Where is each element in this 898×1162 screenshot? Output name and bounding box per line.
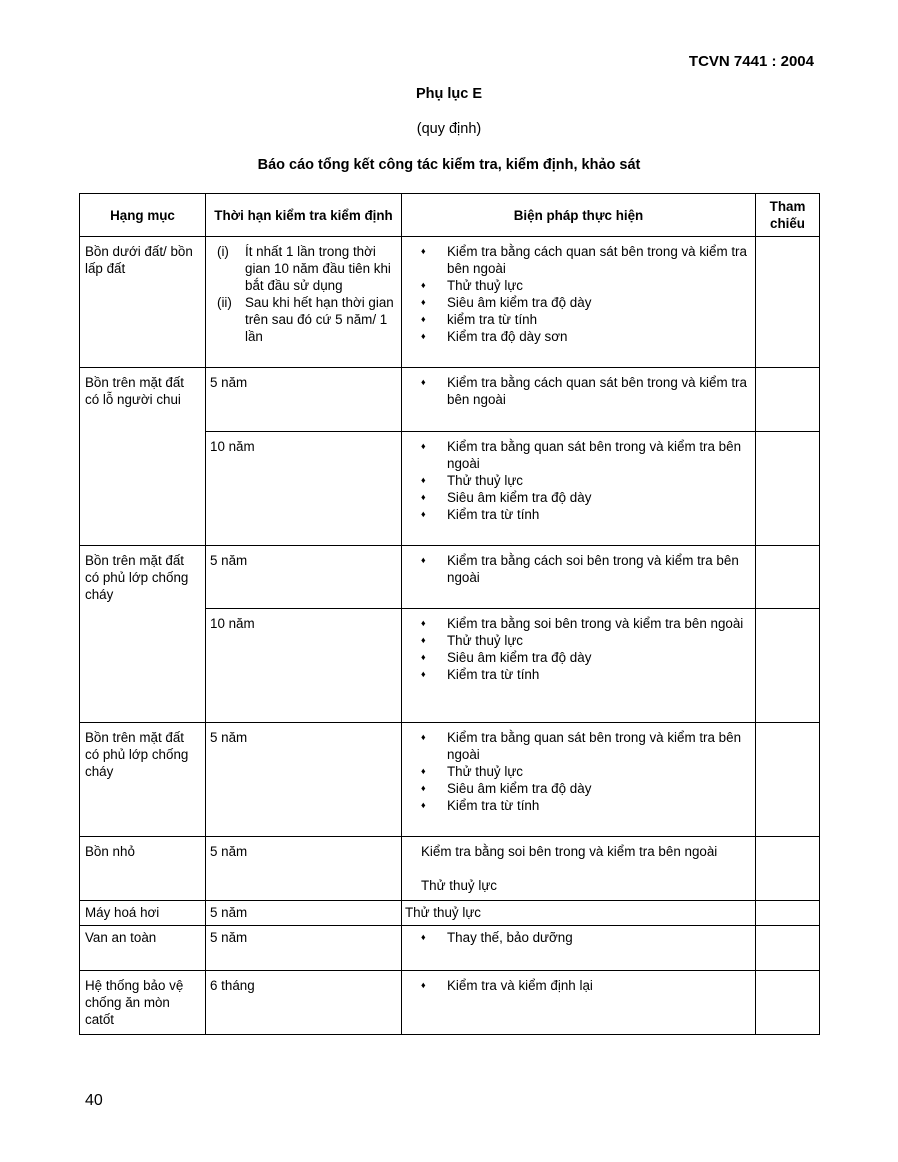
measures-cell	[402, 546, 756, 609]
measure-item: ♦ Thử thuỷ lực	[421, 277, 747, 294]
reference-cell	[756, 901, 820, 926]
measure-item: ♦ Kiểm tra từ tính	[421, 506, 747, 523]
page-number: 40	[85, 1092, 103, 1109]
measure-item: ♦ Thử thuỷ lực	[421, 632, 747, 649]
measure-item: ♦ Kiểm tra bằng cách quan sát bên trong và kiểm tra bên ngoài	[421, 243, 747, 277]
table-row	[80, 237, 820, 368]
table-row	[80, 837, 820, 901]
measure-item: ♦ Thử thuỷ lực	[421, 472, 747, 489]
measure-item: ♦ Kiểm tra và kiểm định lại	[421, 977, 747, 994]
period-clause	[217, 243, 395, 294]
column-header-reference: Tham chiếu	[756, 194, 820, 237]
reference-cell	[756, 971, 820, 1035]
table-row	[80, 971, 820, 1035]
clause-text: Sau khi hết hạn thời gian trên sau đó cứ 5 năm/ 1 lần	[245, 295, 394, 344]
reference-cell	[756, 926, 820, 971]
measure-item: ♦ Kiểm tra bằng cách soi bên trong và kiểm tra bên ngoài	[421, 552, 747, 586]
column-header-measures: Biện pháp thực hiện	[402, 194, 756, 237]
measure-item: ♦ Kiểm tra bằng quan sát bên trong và kiểm tra bên ngoài	[421, 729, 747, 763]
measure-item: ♦ Siêu âm kiểm tra độ dày	[421, 489, 747, 506]
measure-item: ♦ Kiểm tra bằng quan sát bên trong và kiểm tra bên ngoài	[421, 438, 747, 472]
measures-cell	[402, 901, 756, 926]
period-cell: 5 năm	[206, 926, 402, 971]
measures-cell	[402, 432, 756, 546]
measure-item: ♦ Siêu âm kiểm tra độ dày	[421, 649, 747, 666]
measures-cell	[402, 368, 756, 432]
column-header-period: Thời hạn kiểm tra kiểm định	[206, 194, 402, 237]
table-row	[80, 926, 820, 971]
reference-cell	[756, 237, 820, 368]
item-cell: Bồn trên mặt đất có phủ lớp chống cháy	[80, 546, 206, 723]
clause-number: (i)	[217, 244, 229, 259]
report-heading: Báo cáo tổng kết công tác kiểm tra, kiểm định, khảo sát	[257, 157, 641, 173]
period-cell	[206, 237, 402, 368]
period-cell: 5 năm	[206, 723, 402, 837]
reference-cell	[756, 609, 820, 723]
period-cell: 10 năm	[206, 609, 402, 723]
measures-cell	[402, 609, 756, 723]
measure-item: ♦ Kiểm tra từ tính	[421, 666, 747, 683]
measure-item: ♦ Kiểm tra bằng soi bên trong và kiểm tra bên ngoài	[421, 615, 747, 632]
period-cell: 6 tháng	[206, 971, 402, 1035]
table-row	[80, 901, 820, 926]
period-clause	[217, 294, 395, 345]
period-cell: 5 năm	[206, 901, 402, 926]
measures-cell	[402, 971, 756, 1035]
reference-cell	[756, 837, 820, 901]
measure-item: ♦ Siêu âm kiểm tra độ dày	[421, 294, 747, 311]
period-cell: 10 năm	[206, 432, 402, 546]
measure-item: ♦ Thay thế, bảo dưỡng	[421, 929, 747, 946]
item-cell: Bồn trên mặt đất có lỗ người chui	[80, 368, 206, 546]
item-cell: Bồn dưới đất/ bồn lấp đất	[80, 237, 206, 368]
column-header-item: Hạng mục	[80, 194, 206, 237]
measure-item: ♦ Kiểm tra từ tính	[421, 797, 747, 814]
measure-item: ♦ Thử thuỷ lực	[421, 763, 747, 780]
inspection-table	[79, 193, 820, 1035]
item-cell: Máy hoá hơi	[80, 901, 206, 926]
measures-cell	[402, 237, 756, 368]
clause-text: Ít nhất 1 lần trong thời gian 10 năm đầu tiên khi bắt đầu sử dụng	[245, 244, 391, 293]
item-cell: Bồn trên mặt đất có phủ lớp chống cháy	[80, 723, 206, 837]
reference-cell	[756, 723, 820, 837]
clause-number: (ii)	[217, 295, 232, 310]
item-cell: Van an toàn	[80, 926, 206, 971]
measure-text: Thử thuỷ lực	[421, 878, 497, 893]
standard-code: TCVN 7441 : 2004	[688, 53, 814, 70]
measure-text: Thử thuỷ lực	[405, 905, 481, 920]
measures-cell	[402, 837, 756, 901]
measure-item: ♦ Kiểm tra bằng cách quan sát bên trong và kiểm tra bên ngoài	[421, 374, 747, 408]
item-cell: Bồn nhỏ	[80, 837, 206, 901]
measure-item: ♦ Siêu âm kiểm tra độ dày	[421, 780, 747, 797]
measure-text: Kiểm tra bằng soi bên trong và kiểm tra bên ngoài	[421, 844, 718, 859]
measures-cell	[402, 723, 756, 837]
table-header-row	[80, 194, 820, 237]
table-row	[80, 546, 820, 609]
appendix-title: Phụ lục E	[415, 86, 483, 102]
measures-cell	[402, 926, 756, 971]
reference-cell	[756, 546, 820, 609]
table-row	[80, 723, 820, 837]
period-cell: 5 năm	[206, 546, 402, 609]
table-row	[80, 368, 820, 432]
appendix-subtitle: (quy định)	[416, 121, 482, 137]
measure-item: ♦ Kiểm tra độ dày sơn	[421, 328, 747, 345]
period-cell: 5 năm	[206, 837, 402, 901]
period-cell: 5 năm	[206, 368, 402, 432]
measure-item: ♦ kiểm tra từ tính	[421, 311, 747, 328]
reference-cell	[756, 432, 820, 546]
item-cell: Hệ thống bảo vệ chống ăn mòn catốt	[80, 971, 206, 1035]
reference-cell	[756, 368, 820, 432]
